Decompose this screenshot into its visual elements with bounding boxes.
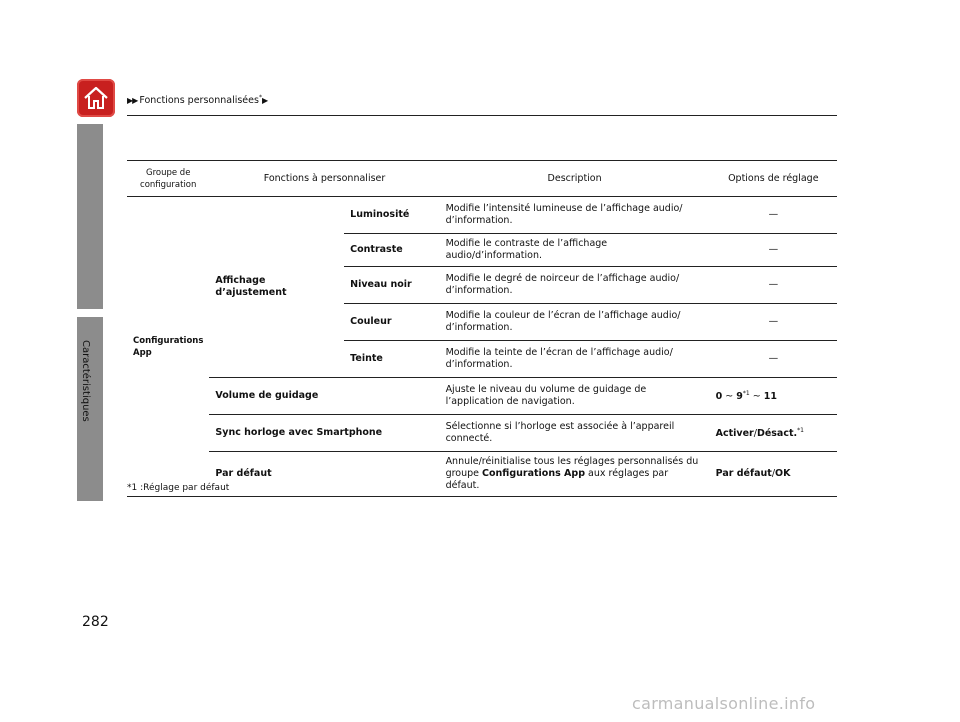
- function-option: Activer/Désact.$^{*1}$: [710, 415, 837, 452]
- function-name: Couleur: [344, 304, 439, 341]
- group-name: Configurations App: [127, 197, 209, 497]
- home-icon: [82, 84, 110, 112]
- function-description: Modifie la teinte de l’écran de l’affichage audio/ d’information.: [440, 341, 710, 378]
- function-name: Teinte: [344, 341, 439, 378]
- function-name: Par défaut: [209, 452, 439, 497]
- header-rule: [127, 115, 837, 116]
- function-option: —: [710, 341, 837, 378]
- settings-table: [127, 160, 837, 497]
- header-functions: Fonctions à personnaliser: [209, 161, 439, 197]
- header-description: Description: [440, 161, 710, 197]
- table-header-row: [127, 161, 837, 197]
- breadcrumb-trail-icon: ▶: [261, 96, 268, 106]
- table-row: [127, 415, 837, 452]
- breadcrumb: [127, 94, 269, 106]
- function-name: Niveau noir: [344, 267, 439, 304]
- function-option: —: [710, 197, 837, 234]
- header-options: Options de réglage: [710, 161, 837, 197]
- function-name: Contraste: [344, 234, 439, 267]
- subgroup-name: Affichage d’ajustement: [209, 197, 344, 378]
- function-description: Annule/réinitialise tous les réglages personnalisés du groupe Configurations App aux réglages par défaut.: [440, 452, 710, 497]
- function-description: Modifie le degré de noirceur de l’affichage audio/ d’information.: [440, 267, 710, 304]
- breadcrumb-mark: *: [258, 94, 262, 101]
- breadcrumb-arrow-icon: ▶▶: [127, 96, 138, 106]
- header-group: Groupe de configuration: [127, 161, 209, 197]
- function-option: —: [710, 267, 837, 304]
- function-name: Sync horloge avec Smartphone: [209, 415, 439, 452]
- function-option: Par défaut/OK: [710, 452, 837, 497]
- function-name: Luminosité: [344, 197, 439, 234]
- function-description: Modifie le contraste de l’affichage audio/d’information.: [440, 234, 710, 267]
- watermark: carmanualsonline.info: [632, 694, 816, 713]
- page-number: 282: [82, 614, 109, 630]
- table-row: [127, 378, 837, 415]
- home-button[interactable]: [77, 79, 115, 117]
- function-name: Volume de guidage: [209, 378, 439, 415]
- function-option: 0 ~ 9$^{*1}$ ~ 11: [710, 378, 837, 415]
- side-section-label: Caractéristiques: [80, 340, 91, 422]
- table-row: [127, 452, 837, 497]
- function-description: Modifie l’intensité lumineuse de l’affichage audio/ d’information.: [440, 197, 710, 234]
- footnote: *1 :Réglage par défaut: [127, 483, 230, 493]
- function-option: —: [710, 234, 837, 267]
- function-description: Modifie la couleur de l’écran de l’affichage audio/ d’information.: [440, 304, 710, 341]
- function-option: —: [710, 304, 837, 341]
- function-description: Sélectionne si l’horloge est associée à l’appareil connecté.: [440, 415, 710, 452]
- table-row: [127, 197, 837, 234]
- side-tab-upper: [77, 124, 103, 309]
- breadcrumb-link[interactable]: Fonctions personnalisées: [139, 95, 259, 107]
- function-description: Ajuste le niveau du volume de guidage de l’application de navigation.: [440, 378, 710, 415]
